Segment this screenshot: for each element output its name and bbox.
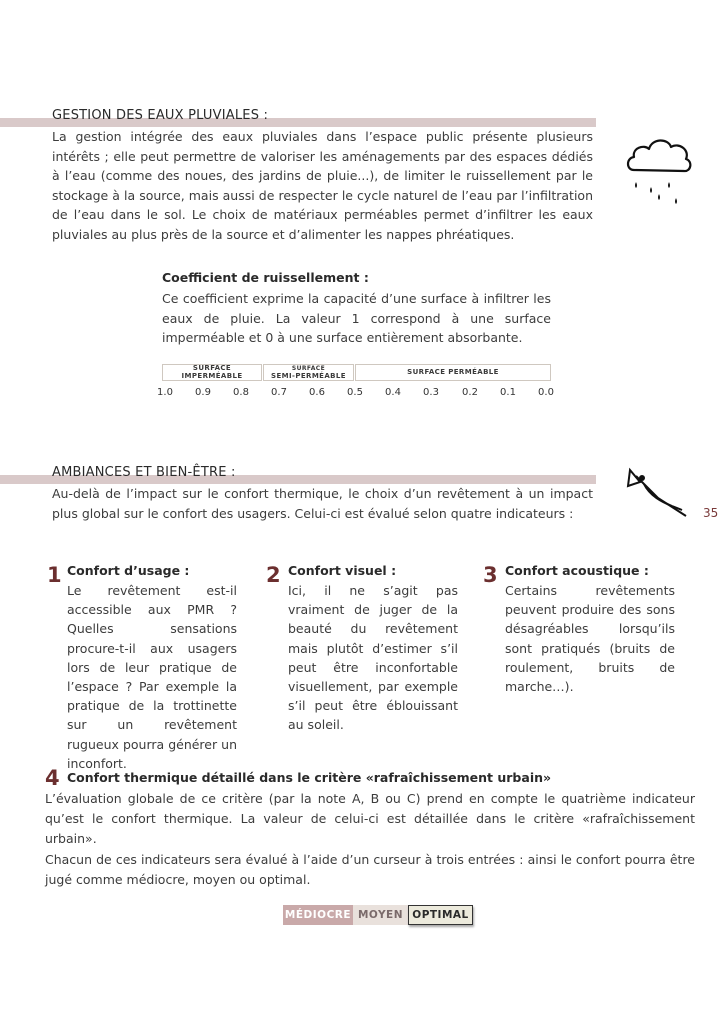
indicator-title-4: Confort thermique détaillé dans le critère «rafraîchissement urbain» (67, 770, 552, 785)
scale-segment-semi-permeable (263, 364, 354, 381)
scale-tick: 0.6 (309, 387, 325, 398)
rating-mediocre (283, 905, 353, 925)
scale-tick: 0.3 (423, 387, 439, 398)
scale-segment-impermeable (162, 364, 262, 381)
closing-paragraph: Chacun de ces indicateurs sera évalué à l’aide d’un curseur à trois entrées : ainsi le confort pourra être jugé comme médiocre, moyen ou optimal. (45, 852, 695, 887)
comfort-rating-scale (283, 905, 473, 927)
rain-cloud-icon (624, 130, 694, 210)
indicator-text-3: Certains revêtements peuvent produire des sons désagréables lorsqu’ils sont pratiqués (bruits de roulement, bruits de marche…). (505, 583, 675, 695)
rating-label-optimal: OPTIMAL (412, 909, 469, 921)
scale-tick: 0.8 (233, 387, 249, 398)
scale-label-permeable: SURFACE PERMÉABLE (407, 367, 499, 376)
indicator-title-1: Confort d’usage : (67, 563, 190, 578)
scale-segment-permeable (355, 364, 551, 381)
coefficient-title: Coefficient de ruissellement : (162, 270, 369, 285)
scale-label-semi-line2: SEMI-PERMÉABLE (271, 371, 346, 380)
rating-label-mediocre: MÉDIOCRE (284, 909, 352, 921)
scale-tick: 0.5 (347, 387, 363, 398)
rating-moyen (353, 905, 408, 925)
scale-tick: 0.0 (538, 387, 554, 398)
section-heading-eaux-pluviales: GESTION DES EAUX PLUVIALES : (52, 108, 269, 123)
indicator-number-1: 1 (47, 563, 62, 587)
indicator-text-1: Le revêtement est-il accessible aux PMR ? Quelles sensations procure-t-il aux usagers lors de leur pratique de l’espace ? Par exemple la pratique de la trottinette sur un revêtement rugueux pourra générer un inconfort. (67, 583, 237, 771)
scale-tick: 0.1 (500, 387, 516, 398)
section-heading-ambiances: AMBIANCES ET BIEN-ÊTRE : (52, 465, 236, 480)
indicator-number-3: 3 (483, 563, 498, 587)
rating-label-moyen: MOYEN (357, 909, 404, 921)
runoff-scale-bar (162, 364, 551, 382)
scale-tick: 0.2 (462, 387, 478, 398)
scale-label-semi-line1: SURFACE (291, 365, 326, 372)
indicator-number-2: 2 (266, 563, 281, 587)
eaux-pluviales-paragraph: La gestion intégrée des eaux pluviales dans l’espace public présente plusieurs intérêts ; elle peut permettre de valoriser les aménagements par des espaces dédiés à l’eau (comme des noues, des jardins de pluie...), de limiter le ruissellement par le stockage à la source, mais aussi de respecter le cycle naturel de l’eau par l’infiltration de l’eau dans le sol. Le choix de matériaux perméables permet d’infiltrer les eaux pluviales au plus près de la source et d’alimenter les nappes phréatiques. (52, 129, 593, 242)
indicator-title-2: Confort visuel : (288, 563, 397, 578)
scale-tick: 0.4 (385, 387, 401, 398)
scale-tick: 0.9 (195, 387, 211, 398)
indicator-text-4: L’évaluation globale de ce critère (par la note A, B ou C) prend en compte le quatrième indicateur qu’est le confort thermique. La valeur de celui-ci est détaillée dans le critère «rafraîchissement urbain». (45, 791, 695, 846)
indicator-number-4: 4 (45, 766, 60, 790)
page-number: 35 (703, 506, 719, 520)
indicator-text-2: Ici, il ne s’agit pas vraiment de juger de la beauté du revêtement mais plutôt d’estimer s’il peut être inconfortable visuellement, par exemple s’il peut être éblouissant au soleil. (288, 583, 458, 733)
scale-tick: 1.0 (157, 387, 173, 398)
runoff-scale-ticks (157, 387, 554, 401)
scale-tick: 0.7 (271, 387, 287, 398)
coefficient-text: Ce coefficient exprime la capacité d’une surface à infiltrer les eaux de pluie. La valeur 1 correspond à une surface imperméable et 0 à une surface entièrement absorbante. (162, 291, 551, 346)
ambiances-paragraph: Au-delà de l’impact sur le confort thermique, le choix d’un revêtement à un impact plus global sur le confort des usagers. Celui-ci est évalué selon quatre indicateurs : (52, 486, 593, 521)
indicator-title-3: Confort acoustique : (505, 563, 649, 578)
person-in-hammock-icon (626, 466, 692, 520)
scale-label-impermeable: SURFACE IMPERMÉABLE (181, 364, 243, 380)
rating-optimal (408, 905, 473, 925)
